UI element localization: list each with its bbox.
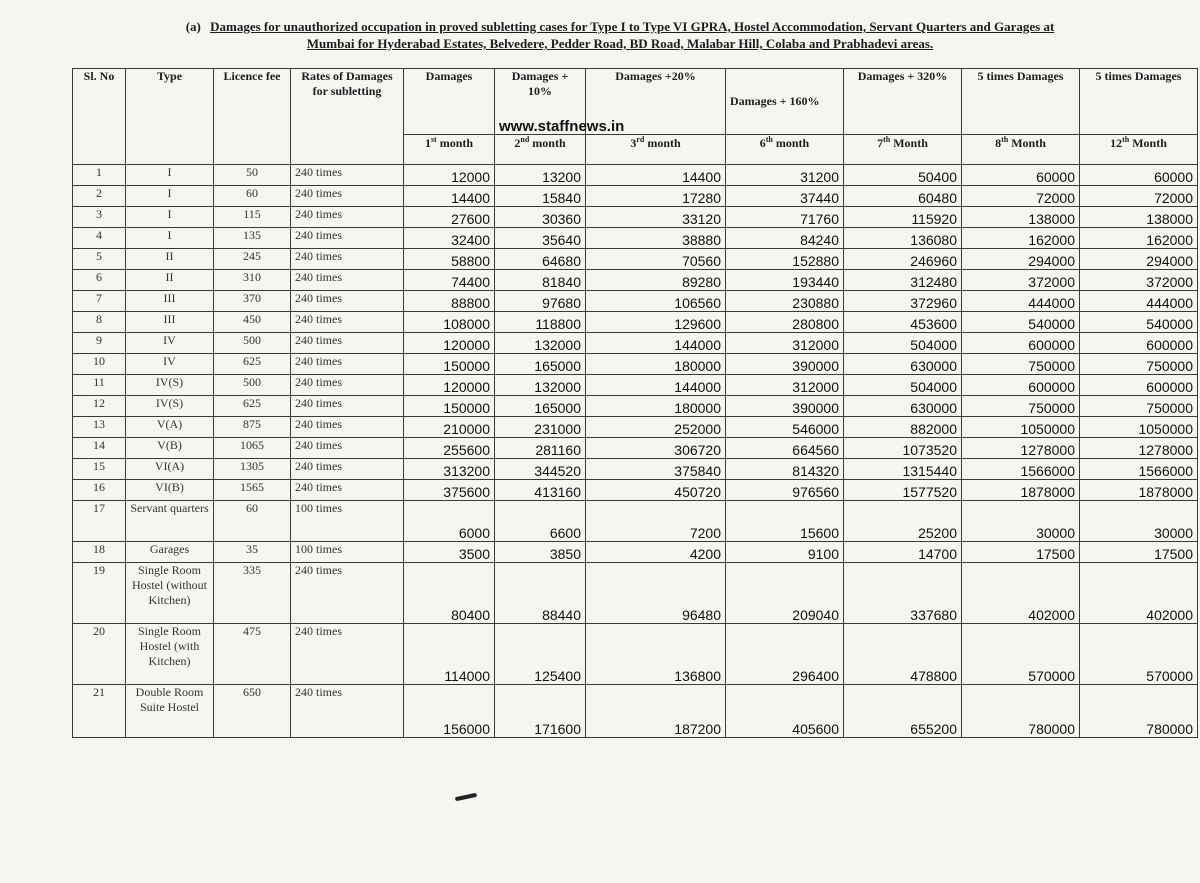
- cell-damages-m12: 30000: [1080, 501, 1198, 542]
- cell-rate: 240 times: [291, 624, 404, 685]
- table-row: [73, 270, 1198, 291]
- cell-damages-m2: 281160: [495, 438, 586, 459]
- cell-damages-m7: 312480: [844, 270, 962, 291]
- cell-sl-no: 5: [73, 249, 126, 270]
- table-row: [73, 685, 1198, 738]
- table-row: [73, 480, 1198, 501]
- col-damages-20: Damages +20%: [586, 69, 726, 135]
- cell-damages-m2: 125400: [495, 624, 586, 685]
- cell-damages-m6: 976560: [726, 480, 844, 501]
- cell-rate: 240 times: [291, 291, 404, 312]
- cell-sl-no: 13: [73, 417, 126, 438]
- damages-table: [72, 68, 1198, 738]
- cell-rate: 240 times: [291, 333, 404, 354]
- cell-damages-m6: 280800: [726, 312, 844, 333]
- month-12: 12th Month: [1080, 135, 1198, 165]
- table-body: [73, 165, 1198, 738]
- cell-damages-m1: 210000: [404, 417, 495, 438]
- cell-damages-m8: 162000: [962, 228, 1080, 249]
- cell-damages-m3: 180000: [586, 396, 726, 417]
- cell-damages-m6: 390000: [726, 396, 844, 417]
- col-damages-160: Damages + 160%: [726, 69, 844, 135]
- cell-damages-m6: 209040: [726, 563, 844, 624]
- cell-damages-m7: 478800: [844, 624, 962, 685]
- cell-sl-no: 18: [73, 542, 126, 563]
- cell-damages-m8: 1566000: [962, 459, 1080, 480]
- cell-type: I: [126, 228, 214, 249]
- cell-damages-m3: 70560: [586, 249, 726, 270]
- cell-damages-m3: 129600: [586, 312, 726, 333]
- cell-type: II: [126, 249, 214, 270]
- cell-licence-fee: 475: [214, 624, 291, 685]
- cell-damages-m7: 60480: [844, 186, 962, 207]
- cell-damages-m7: 504000: [844, 333, 962, 354]
- col-damages-10: [495, 69, 625, 135]
- cell-type: Single Room Hostel (with Kitchen): [126, 624, 214, 685]
- cell-type: III: [126, 312, 214, 333]
- cell-sl-no: 11: [73, 375, 126, 396]
- table-row: [73, 186, 1198, 207]
- cell-damages-m2: 15840: [495, 186, 586, 207]
- cell-damages-m3: 252000: [586, 417, 726, 438]
- cell-damages-m1: 32400: [404, 228, 495, 249]
- cell-damages-m8: 1878000: [962, 480, 1080, 501]
- cell-rate: 240 times: [291, 270, 404, 291]
- cell-damages-m8: 60000: [962, 165, 1080, 186]
- table-row: [73, 333, 1198, 354]
- table-row: [73, 417, 1198, 438]
- cell-licence-fee: 370: [214, 291, 291, 312]
- cell-damages-m7: 882000: [844, 417, 962, 438]
- cell-damages-m1: 120000: [404, 375, 495, 396]
- col-5x-damages-12: 5 times Damages: [1080, 69, 1198, 135]
- cell-damages-m12: 372000: [1080, 270, 1198, 291]
- cell-damages-m8: 780000: [962, 685, 1080, 738]
- month-2: 2nd month: [495, 135, 586, 165]
- cell-sl-no: 1: [73, 165, 126, 186]
- cell-damages-m2: 118800: [495, 312, 586, 333]
- cell-licence-fee: 245: [214, 249, 291, 270]
- table-row: [73, 207, 1198, 228]
- cell-damages-m1: 114000: [404, 624, 495, 685]
- cell-damages-m2: 132000: [495, 375, 586, 396]
- cell-damages-m8: 444000: [962, 291, 1080, 312]
- table-row: [73, 438, 1198, 459]
- cell-damages-m3: 450720: [586, 480, 726, 501]
- cell-damages-m8: 294000: [962, 249, 1080, 270]
- cell-type: III: [126, 291, 214, 312]
- cell-rate: 240 times: [291, 354, 404, 375]
- cell-damages-m3: 33120: [586, 207, 726, 228]
- cell-type: V(B): [126, 438, 214, 459]
- cell-damages-m7: 630000: [844, 396, 962, 417]
- heading-line-2: Mumbai for Hyderabad Estates, Belvedere, Pedder Road, BD Road, Malabar Hill, Colaba and Prabhadevi areas.: [306, 36, 934, 51]
- cell-damages-m7: 25200: [844, 501, 962, 542]
- cell-damages-m12: 72000: [1080, 186, 1198, 207]
- cell-type: II: [126, 270, 214, 291]
- table-row: [73, 375, 1198, 396]
- cell-damages-m6: 405600: [726, 685, 844, 738]
- cell-damages-m12: 1566000: [1080, 459, 1198, 480]
- cell-rate: 240 times: [291, 165, 404, 186]
- cell-damages-m7: 630000: [844, 354, 962, 375]
- cell-rate: 240 times: [291, 396, 404, 417]
- cell-damages-m12: 402000: [1080, 563, 1198, 624]
- header-row: [73, 69, 1198, 135]
- cell-damages-m8: 750000: [962, 396, 1080, 417]
- cell-damages-m7: 337680: [844, 563, 962, 624]
- cell-rate: 240 times: [291, 563, 404, 624]
- cell-damages-m6: 31200: [726, 165, 844, 186]
- cell-damages-m3: 14400: [586, 165, 726, 186]
- cell-rate: 240 times: [291, 375, 404, 396]
- cell-licence-fee: 500: [214, 375, 291, 396]
- cell-damages-m6: 152880: [726, 249, 844, 270]
- table-row: [73, 312, 1198, 333]
- cell-licence-fee: 135: [214, 228, 291, 249]
- month-3: 3rd month: [586, 135, 726, 165]
- cell-damages-m8: 72000: [962, 186, 1080, 207]
- cell-damages-m1: 80400: [404, 563, 495, 624]
- cell-sl-no: 17: [73, 501, 126, 542]
- month-7: 7th Month: [844, 135, 962, 165]
- cell-damages-m1: 108000: [404, 312, 495, 333]
- cell-licence-fee: 1305: [214, 459, 291, 480]
- cell-damages-m1: 156000: [404, 685, 495, 738]
- cell-type: IV(S): [126, 396, 214, 417]
- cell-damages-m8: 402000: [962, 563, 1080, 624]
- cell-type: VI(A): [126, 459, 214, 480]
- cell-damages-m2: 64680: [495, 249, 586, 270]
- cell-damages-m3: 136800: [586, 624, 726, 685]
- col-damages-10-label: Damages + 10%: [511, 69, 569, 98]
- cell-damages-m3: 4200: [586, 542, 726, 563]
- cell-licence-fee: 50: [214, 165, 291, 186]
- cell-sl-no: 9: [73, 333, 126, 354]
- cell-damages-m1: 3500: [404, 542, 495, 563]
- cell-type: V(A): [126, 417, 214, 438]
- cell-damages-m7: 14700: [844, 542, 962, 563]
- document-heading: [120, 18, 1120, 52]
- cell-damages-m6: 37440: [726, 186, 844, 207]
- cell-damages-m6: 814320: [726, 459, 844, 480]
- cell-sl-no: 8: [73, 312, 126, 333]
- cell-damages-m6: 390000: [726, 354, 844, 375]
- cell-damages-m3: 96480: [586, 563, 726, 624]
- cell-damages-m12: 60000: [1080, 165, 1198, 186]
- cell-licence-fee: 60: [214, 501, 291, 542]
- cell-damages-m2: 81840: [495, 270, 586, 291]
- cell-damages-m8: 1050000: [962, 417, 1080, 438]
- table-row: [73, 165, 1198, 186]
- cell-damages-m1: 6000: [404, 501, 495, 542]
- cell-licence-fee: 650: [214, 685, 291, 738]
- cell-damages-m1: 27600: [404, 207, 495, 228]
- cell-damages-m12: 1050000: [1080, 417, 1198, 438]
- cell-licence-fee: 35: [214, 542, 291, 563]
- table-row: [73, 228, 1198, 249]
- cell-rate: 240 times: [291, 312, 404, 333]
- cell-type: Double Room Suite Hostel: [126, 685, 214, 738]
- cell-licence-fee: 875: [214, 417, 291, 438]
- cell-damages-m12: 1878000: [1080, 480, 1198, 501]
- cell-damages-m7: 115920: [844, 207, 962, 228]
- cell-type: Servant quarters: [126, 501, 214, 542]
- month-8: 8th Month: [962, 135, 1080, 165]
- cell-damages-m2: 88440: [495, 563, 586, 624]
- cell-damages-m12: 600000: [1080, 375, 1198, 396]
- cell-damages-m1: 150000: [404, 396, 495, 417]
- cell-licence-fee: 60: [214, 186, 291, 207]
- cell-damages-m1: 88800: [404, 291, 495, 312]
- cell-damages-m6: 15600: [726, 501, 844, 542]
- table-row: [73, 354, 1198, 375]
- cell-rate: 240 times: [291, 438, 404, 459]
- cell-damages-m3: 180000: [586, 354, 726, 375]
- cell-type: VI(B): [126, 480, 214, 501]
- cell-damages-m7: 1315440: [844, 459, 962, 480]
- cell-sl-no: 19: [73, 563, 126, 624]
- cell-damages-m1: 120000: [404, 333, 495, 354]
- cell-sl-no: 21: [73, 685, 126, 738]
- cell-damages-m8: 600000: [962, 375, 1080, 396]
- cell-licence-fee: 450: [214, 312, 291, 333]
- cell-damages-m8: 600000: [962, 333, 1080, 354]
- cell-sl-no: 2: [73, 186, 126, 207]
- month-1: 1st month: [404, 135, 495, 165]
- cell-damages-m1: 375600: [404, 480, 495, 501]
- cell-rate: 240 times: [291, 249, 404, 270]
- cell-damages-m3: 7200: [586, 501, 726, 542]
- cell-licence-fee: 625: [214, 354, 291, 375]
- cell-damages-m6: 84240: [726, 228, 844, 249]
- cell-damages-m3: 306720: [586, 438, 726, 459]
- cell-damages-m12: 540000: [1080, 312, 1198, 333]
- heading-text-1: Damages for unauthorized occupation in proved subletting cases for Type I to Type VI GPRA, Hostel Accommodation, Servant Quarters and Garages at: [210, 19, 1055, 34]
- cell-damages-m8: 372000: [962, 270, 1080, 291]
- cell-damages-m6: 312000: [726, 333, 844, 354]
- cell-damages-m12: 1278000: [1080, 438, 1198, 459]
- cell-damages-m2: 30360: [495, 207, 586, 228]
- cell-type: I: [126, 186, 214, 207]
- cell-damages-m7: 246960: [844, 249, 962, 270]
- cell-damages-m2: 344520: [495, 459, 586, 480]
- cell-rate: 240 times: [291, 228, 404, 249]
- cell-damages-m6: 296400: [726, 624, 844, 685]
- cell-rate: 100 times: [291, 542, 404, 563]
- cell-damages-m6: 312000: [726, 375, 844, 396]
- cell-damages-m6: 71760: [726, 207, 844, 228]
- heading-label: (a): [185, 19, 201, 34]
- cell-damages-m2: 6600: [495, 501, 586, 542]
- cell-damages-m2: 3850: [495, 542, 586, 563]
- cell-damages-m8: 17500: [962, 542, 1080, 563]
- cell-licence-fee: 625: [214, 396, 291, 417]
- cell-damages-m2: 13200: [495, 165, 586, 186]
- cell-damages-m3: 89280: [586, 270, 726, 291]
- cell-damages-m1: 74400: [404, 270, 495, 291]
- cell-damages-m2: 231000: [495, 417, 586, 438]
- table-row: [73, 501, 1198, 542]
- scan-mark: [455, 793, 477, 801]
- cell-type: IV: [126, 354, 214, 375]
- cell-damages-m3: 144000: [586, 333, 726, 354]
- table-row: [73, 396, 1198, 417]
- cell-damages-m3: 106560: [586, 291, 726, 312]
- cell-sl-no: 3: [73, 207, 126, 228]
- cell-rate: 100 times: [291, 501, 404, 542]
- col-licence-fee: Licence fee: [214, 69, 291, 165]
- col-damages: Damages: [404, 69, 495, 135]
- cell-damages-m12: 780000: [1080, 685, 1198, 738]
- cell-rate: 240 times: [291, 459, 404, 480]
- watermark: www.staffnews.in: [499, 118, 625, 135]
- cell-damages-m8: 750000: [962, 354, 1080, 375]
- cell-type: Single Room Hostel (without Kitchen): [126, 563, 214, 624]
- cell-rate: 240 times: [291, 186, 404, 207]
- cell-damages-m12: 162000: [1080, 228, 1198, 249]
- cell-sl-no: 7: [73, 291, 126, 312]
- table-row: [73, 291, 1198, 312]
- cell-type: Garages: [126, 542, 214, 563]
- cell-damages-m8: 570000: [962, 624, 1080, 685]
- cell-damages-m7: 50400: [844, 165, 962, 186]
- cell-damages-m8: 1278000: [962, 438, 1080, 459]
- cell-damages-m2: 132000: [495, 333, 586, 354]
- cell-licence-fee: 500: [214, 333, 291, 354]
- cell-damages-m6: 546000: [726, 417, 844, 438]
- cell-licence-fee: 115: [214, 207, 291, 228]
- cell-sl-no: 16: [73, 480, 126, 501]
- cell-rate: 240 times: [291, 207, 404, 228]
- cell-damages-m3: 144000: [586, 375, 726, 396]
- cell-damages-m7: 1577520: [844, 480, 962, 501]
- col-sl-no: Sl. No: [73, 69, 126, 165]
- col-rates: Rates of Damages for subletting: [291, 69, 404, 165]
- cell-damages-m7: 504000: [844, 375, 962, 396]
- col-type: Type: [126, 69, 214, 165]
- cell-licence-fee: 335: [214, 563, 291, 624]
- cell-damages-m1: 150000: [404, 354, 495, 375]
- heading-line-1: [120, 18, 1120, 35]
- cell-damages-m3: 375840: [586, 459, 726, 480]
- cell-type: I: [126, 165, 214, 186]
- cell-damages-m12: 570000: [1080, 624, 1198, 685]
- cell-damages-m1: 12000: [404, 165, 495, 186]
- cell-damages-m8: 138000: [962, 207, 1080, 228]
- cell-sl-no: 14: [73, 438, 126, 459]
- table-row: [73, 563, 1198, 624]
- cell-type: IV: [126, 333, 214, 354]
- cell-damages-m1: 313200: [404, 459, 495, 480]
- cell-sl-no: 12: [73, 396, 126, 417]
- cell-licence-fee: 310: [214, 270, 291, 291]
- cell-damages-m1: 14400: [404, 186, 495, 207]
- table-row: [73, 249, 1198, 270]
- table-row: [73, 624, 1198, 685]
- cell-rate: 240 times: [291, 480, 404, 501]
- cell-damages-m7: 1073520: [844, 438, 962, 459]
- cell-damages-m1: 255600: [404, 438, 495, 459]
- cell-damages-m6: 230880: [726, 291, 844, 312]
- month-6: 6th month: [726, 135, 844, 165]
- cell-sl-no: 15: [73, 459, 126, 480]
- cell-damages-m6: 9100: [726, 542, 844, 563]
- cell-damages-m12: 138000: [1080, 207, 1198, 228]
- cell-damages-m3: 17280: [586, 186, 726, 207]
- cell-damages-m2: 35640: [495, 228, 586, 249]
- cell-damages-m3: 38880: [586, 228, 726, 249]
- cell-damages-m2: 413160: [495, 480, 586, 501]
- table-row: [73, 542, 1198, 563]
- cell-damages-m12: 750000: [1080, 396, 1198, 417]
- cell-damages-m8: 540000: [962, 312, 1080, 333]
- cell-damages-m2: 171600: [495, 685, 586, 738]
- cell-type: IV(S): [126, 375, 214, 396]
- cell-damages-m2: 165000: [495, 354, 586, 375]
- cell-type: I: [126, 207, 214, 228]
- cell-damages-m12: 17500: [1080, 542, 1198, 563]
- cell-damages-m2: 97680: [495, 291, 586, 312]
- cell-damages-m7: 655200: [844, 685, 962, 738]
- cell-damages-m12: 444000: [1080, 291, 1198, 312]
- cell-damages-m7: 136080: [844, 228, 962, 249]
- cell-damages-m8: 30000: [962, 501, 1080, 542]
- cell-damages-m1: 58800: [404, 249, 495, 270]
- cell-damages-m2: 165000: [495, 396, 586, 417]
- cell-sl-no: 4: [73, 228, 126, 249]
- cell-damages-m12: 750000: [1080, 354, 1198, 375]
- col-5x-damages-8: 5 times Damages: [962, 69, 1080, 135]
- col-damages-320: Damages + 320%: [844, 69, 962, 135]
- table-row: [73, 459, 1198, 480]
- cell-damages-m12: 600000: [1080, 333, 1198, 354]
- cell-damages-m6: 193440: [726, 270, 844, 291]
- cell-sl-no: 10: [73, 354, 126, 375]
- cell-damages-m6: 664560: [726, 438, 844, 459]
- cell-rate: 240 times: [291, 417, 404, 438]
- cell-damages-m7: 372960: [844, 291, 962, 312]
- cell-sl-no: 20: [73, 624, 126, 685]
- cell-sl-no: 6: [73, 270, 126, 291]
- cell-licence-fee: 1065: [214, 438, 291, 459]
- cell-rate: 240 times: [291, 685, 404, 738]
- cell-licence-fee: 1565: [214, 480, 291, 501]
- cell-damages-m3: 187200: [586, 685, 726, 738]
- cell-damages-m12: 294000: [1080, 249, 1198, 270]
- cell-damages-m7: 453600: [844, 312, 962, 333]
